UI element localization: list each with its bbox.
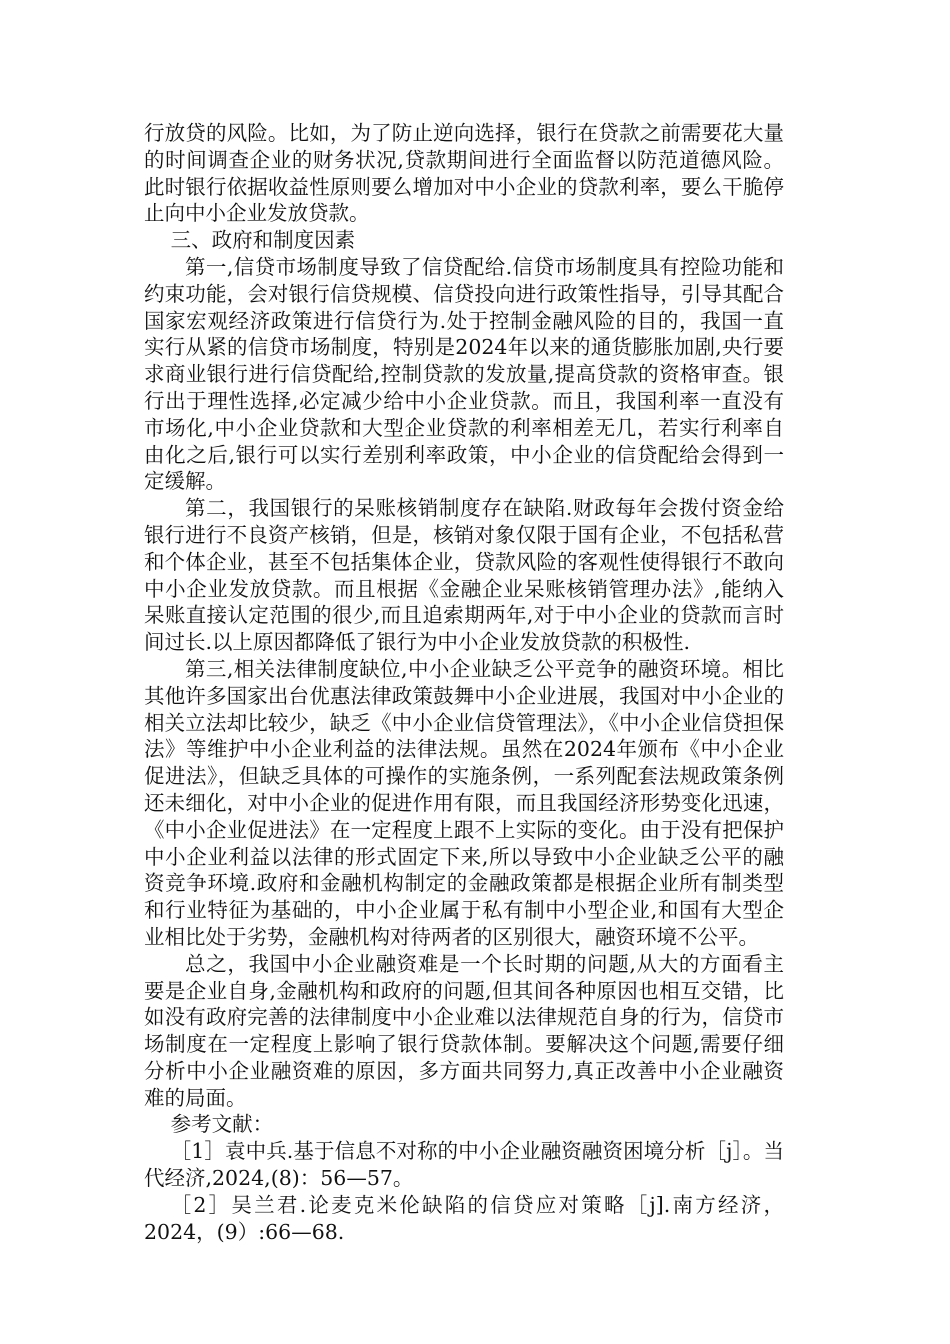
paragraph-bad-debt: 第二，我国银行的呆账核销制度存在缺陷.财政每年会拨付资金给银行进行不良资产核销，但是，核销对象仅限于国有企业，不包括私营和个体企业，甚至不包括集体企业，贷款风险的客观性使得银行不敢向中小企业发放贷款。而且根据《金融企业呆账核销管理办法》,能纳入呆账直接认定范围的很少,而且追索期两年,对于中小企业的贷款而言时间过长.以上原因都降低了银行为中小企业发放贷款的积极性. — [144, 496, 784, 655]
paragraph-credit-market: 第一,信贷市场制度导致了信贷配给.信贷市场制度具有控险功能和约束功能，会对银行信贷规模、信贷投向进行政策性指导，引导其配合国家宏观经济政策进行信贷行为.处于控制金融风险的目的，我国一直实行从紧的信贷市场制度，特别是2024年以来的通货膨胀加剧,央行要求商业银行进行信贷配给,控制贷款的发放量,提高贷款的资格审查。银行出于理性选择,必定减少给中小企业贷款。而且，我国利率一直没有市场化,中小企业贷款和大型企业贷款的利率相差无几，若实行利率自由化之后,银行可以实行差别利率政策，中小企业的信贷配给会得到一定缓解。 — [144, 254, 784, 494]
document-body — [144, 120, 784, 1245]
section-heading-government: 三、政府和制度因素 — [170, 228, 356, 253]
reference-item-2: ［2］吴兰君.论麦克米伦缺陷的信贷应对策略［j].南方经济，2024，(9）:66—68. — [144, 1192, 784, 1244]
paragraph-legal-system: 第三,相关法律制度缺位,中小企业缺乏公平竞争的融资环境。相比其他许多国家出台优惠法律政策鼓舞中小企业进展，我国对中小企业的相关立法却比较少，缺乏《中小企业信贷管理法》，《中小企业信贷担保法》等维护中小企业利益的法律法规。虽然在2024年颁布《中小企业促进法》，但缺乏具体的可操作的实施条例，一系列配套法规政策条例还未细化，对中小企业的促进作用有限，而且我国经济形势变化迅速，《中小企业促进法》在一定程度上跟不上实际的变化。由于没有把保护中小企业利益以法律的形式固定下来,所以导致中小企业缺乏公平的融资竞争环境.政府和金融机构制定的金融政策都是根据企业所有制类型和行业特征为基础的，中小企业属于私有制中小型企业,和国有大型企业相比处于劣势，金融机构对待两者的区别很大，融资环境不公平。 — [144, 656, 784, 949]
references-heading: 参考文献： — [170, 1112, 274, 1137]
paragraph-risk-continuation: 行放贷的风险。比如，为了防止逆向选择，银行在贷款之前需要花大量的时间调查企业的财务状况,贷款期间进行全面监督以防范道德风险。此时银行依据收益性原则要么增加对中小企业的贷款利率，要么干脆停止向中小企业发放贷款。 — [144, 121, 784, 226]
reference-item-1: ［1］袁中兵.基于信息不对称的中小企业融资融资困境分析［j］。当代经济,2024,(8)：56—57。 — [144, 1139, 784, 1191]
paragraph-conclusion: 总之，我国中小企业融资难是一个长时期的问题,从大的方面看主要是企业自身,金融机构和政府的问题,但其间各种原因也相互交错，比如没有政府完善的法律制度中小企业难以法律规范自身的行为，信贷市场制度在一定程度上影响了银行贷款体制。要解决这个问题,需要仔细分析中小企业融资难的原因，多方面共同努力,真正改善中小企业融资难的局面。 — [144, 951, 784, 1110]
